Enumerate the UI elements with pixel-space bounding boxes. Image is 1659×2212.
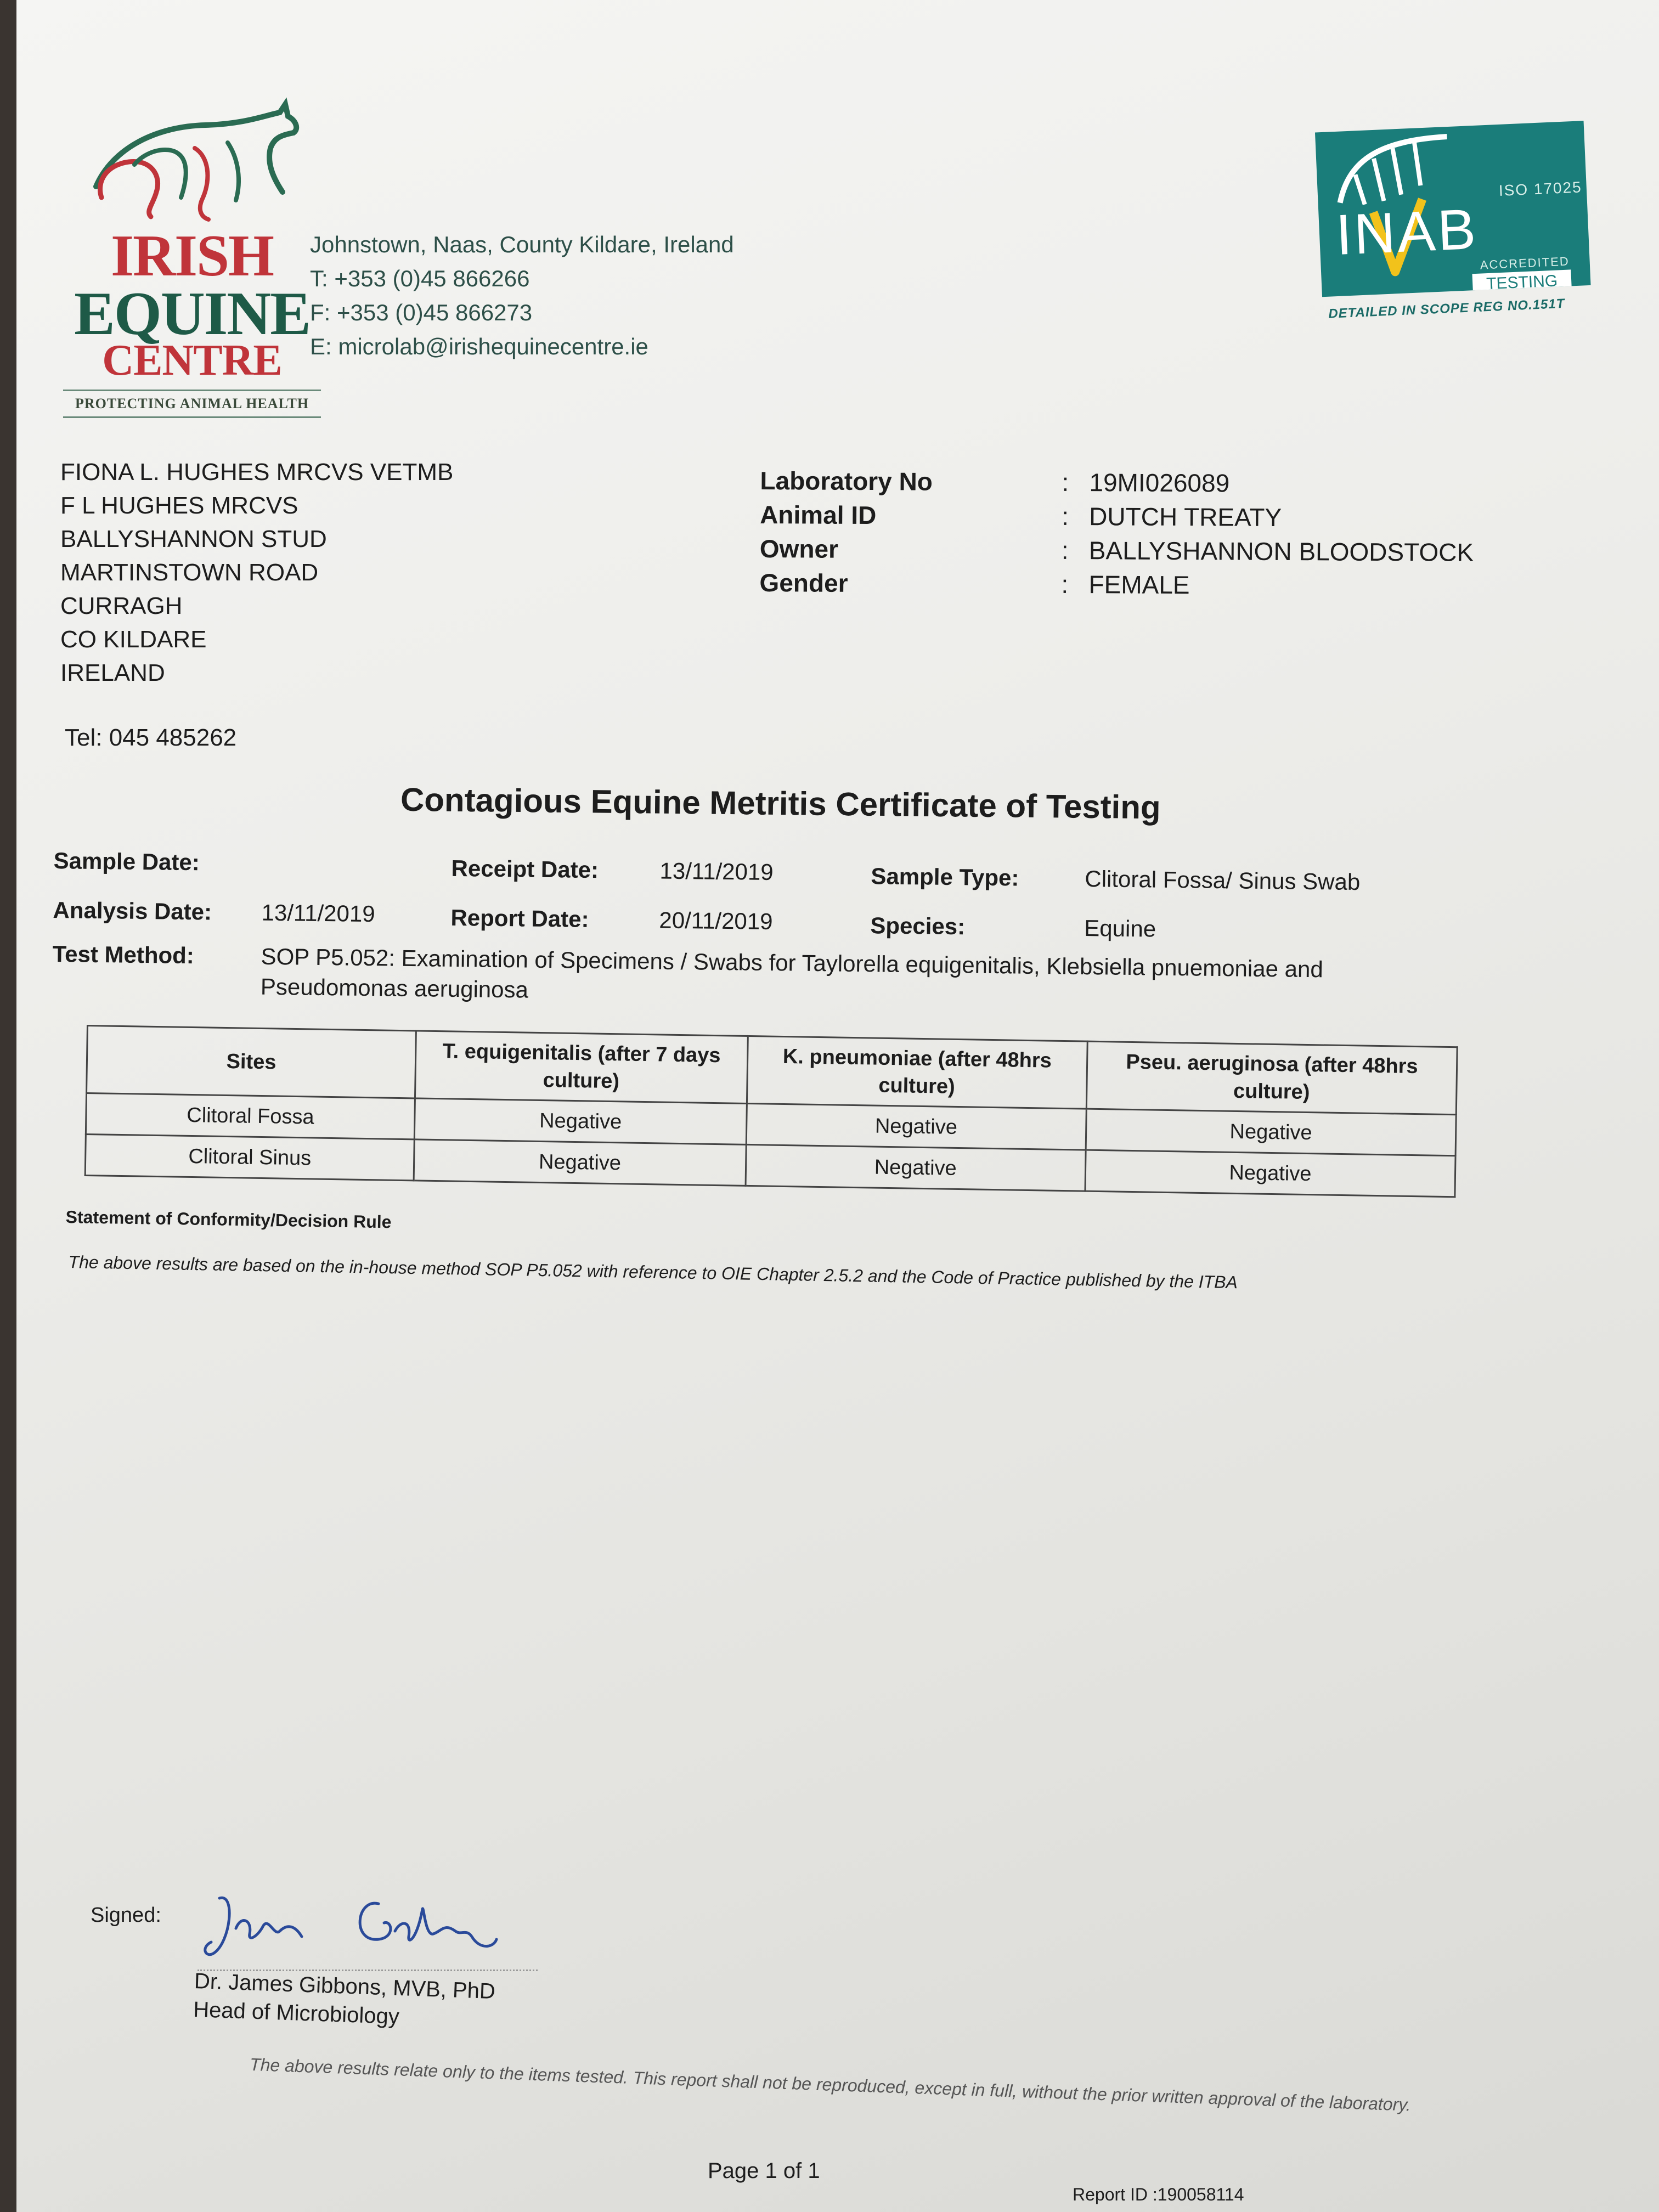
separator: : — [1062, 501, 1069, 531]
contact-phone: T: +353 (0)45 866266 — [310, 266, 530, 291]
analysis-date-value: 13/11/2019 — [261, 899, 375, 927]
signed-label: Signed: — [91, 1904, 161, 1927]
species-value: Equine — [1084, 915, 1156, 942]
irish-equine-centre-logo — [63, 82, 321, 422]
logo-name-equine: EQUINE — [74, 280, 310, 348]
certificate-title: Contagious Equine Metritis Certificate of Testing — [400, 781, 1161, 826]
signer-name: Dr. James Gibbons, MVB, PhD — [194, 1968, 496, 2004]
logo-tagline: PROTECTING ANIMAL HEALTH — [63, 390, 321, 418]
inab-mark: INAB — [1334, 197, 1480, 267]
report-id: Report ID :190058114 — [1073, 2185, 1244, 2204]
logo-name-irish: IRISH — [110, 223, 274, 289]
signer-block — [193, 1967, 495, 2034]
sample-date-label: Sample Date: — [53, 848, 200, 876]
site-cell: Clitoral Fossa — [86, 1093, 415, 1139]
report-date-label: Report Date: — [450, 904, 589, 932]
animal-id-value: DUTCH TREATY — [1089, 502, 1282, 532]
recipient-address — [60, 455, 453, 690]
result-cell: Negative — [414, 1139, 746, 1186]
column-header: T. equigenitalis (after 7 days culture) — [415, 1031, 748, 1103]
lab-no-label: Laboratory No — [760, 466, 933, 496]
conformity-heading: Statement of Conformity/Decision Rule — [65, 1207, 392, 1232]
sample-type-value: Clitoral Fossa/ Sinus Swab — [1085, 865, 1361, 895]
handwritten-signature-icon — [198, 1876, 505, 1975]
test-method-line2: Pseudomonas aeruginosa — [260, 973, 529, 1003]
separator: : — [1061, 569, 1069, 599]
analysis-date-label: Analysis Date: — [53, 896, 212, 925]
test-method-line1: SOP P5.052: Examination of Specimens / Swabs for Taylorella equigenitalis, Klebsiella pnuemoniae and — [261, 943, 1324, 983]
column-header: K. pneumoniae (after 48hrs culture) — [747, 1036, 1087, 1109]
signer-title: Head of Microbiology — [193, 1997, 400, 2029]
receipt-date-value: 13/11/2019 — [659, 857, 774, 885]
recipient-line: IRELAND — [60, 659, 165, 686]
lab-no-value: 19MI026089 — [1089, 468, 1230, 498]
separator: : — [1061, 535, 1069, 565]
species-label: Species: — [870, 912, 966, 940]
inab-accredited-label: ACCREDITED — [1480, 254, 1570, 272]
sample-meta — [52, 848, 1480, 1041]
contact-address: Johnstown, Naas, County Kildare, Ireland — [310, 232, 734, 257]
animal-details — [759, 464, 1474, 600]
column-header: Sites — [87, 1026, 416, 1098]
results-table — [84, 1025, 1458, 1198]
certificate-page — [16, 0, 1659, 2212]
owner-label: Owner — [759, 534, 839, 563]
recipient-tel: Tel: 045 485262 — [65, 724, 237, 751]
report-date-value: 20/11/2019 — [659, 907, 773, 935]
result-cell: Negative — [414, 1098, 746, 1144]
contact-email: E: microlab@irishequinecentre.ie — [310, 334, 648, 359]
owner-value: BALLYSHANNON BLOODSTOCK — [1088, 536, 1474, 567]
test-method-label: Test Method: — [52, 940, 195, 969]
inab-scope-text: DETAILED IN SCOPE REG NO.151T — [1328, 296, 1565, 321]
column-header: Pseu. aeruginosa (after 48hrs culture) — [1086, 1041, 1457, 1115]
recipient-line: MARTINSTOWN ROAD — [60, 559, 319, 586]
separator: : — [1062, 467, 1069, 496]
recipient-line: F L HUGHES MRCVS — [60, 492, 298, 519]
contact-fax: F: +353 (0)45 866273 — [310, 300, 533, 325]
recipient-line: CURRAGH — [60, 592, 183, 619]
result-cell: Negative — [746, 1103, 1086, 1150]
page-number: Page 1 of 1 — [708, 2159, 820, 2183]
inab-accreditation-badge — [1315, 120, 1609, 341]
site-cell: Clitoral Sinus — [85, 1134, 414, 1180]
receipt-date-label: Receipt Date: — [451, 855, 599, 883]
inab-badge-panel — [1315, 121, 1591, 297]
contact-block — [310, 228, 734, 364]
animal-id-label: Animal ID — [760, 500, 877, 530]
result-cell: Negative — [1086, 1109, 1456, 1156]
result-cell: Negative — [1085, 1150, 1455, 1197]
footer-disclaimer: The above results relate only to the items tested. This report shall not be reproduced, except in full, without the prior written approval of the laboratory. — [249, 2054, 1412, 2115]
logo-name-centre: CENTRE — [102, 336, 282, 385]
gender-value: FEMALE — [1088, 570, 1190, 600]
inab-iso-label: ISO 17025 — [1498, 178, 1583, 199]
recipient-line: CO KILDARE — [60, 626, 207, 653]
gender-label: Gender — [759, 568, 848, 597]
recipient-line: FIONA L. HUGHES MRCVS VETMB — [60, 459, 454, 486]
results-table-wrap — [84, 1025, 1458, 1198]
conformity-text: The above results are based on the in-house method SOP P5.052 with reference to OIE Chapter 2.5.2 and the Code of Practice published by the ITBA — [68, 1251, 1238, 1293]
inab-testing-label: TESTING — [1472, 269, 1572, 296]
recipient-line: BALLYSHANNON STUD — [60, 526, 327, 552]
result-cell: Negative — [746, 1144, 1086, 1191]
horse-emblem-icon — [63, 82, 321, 225]
sample-type-label: Sample Type: — [871, 863, 1019, 891]
